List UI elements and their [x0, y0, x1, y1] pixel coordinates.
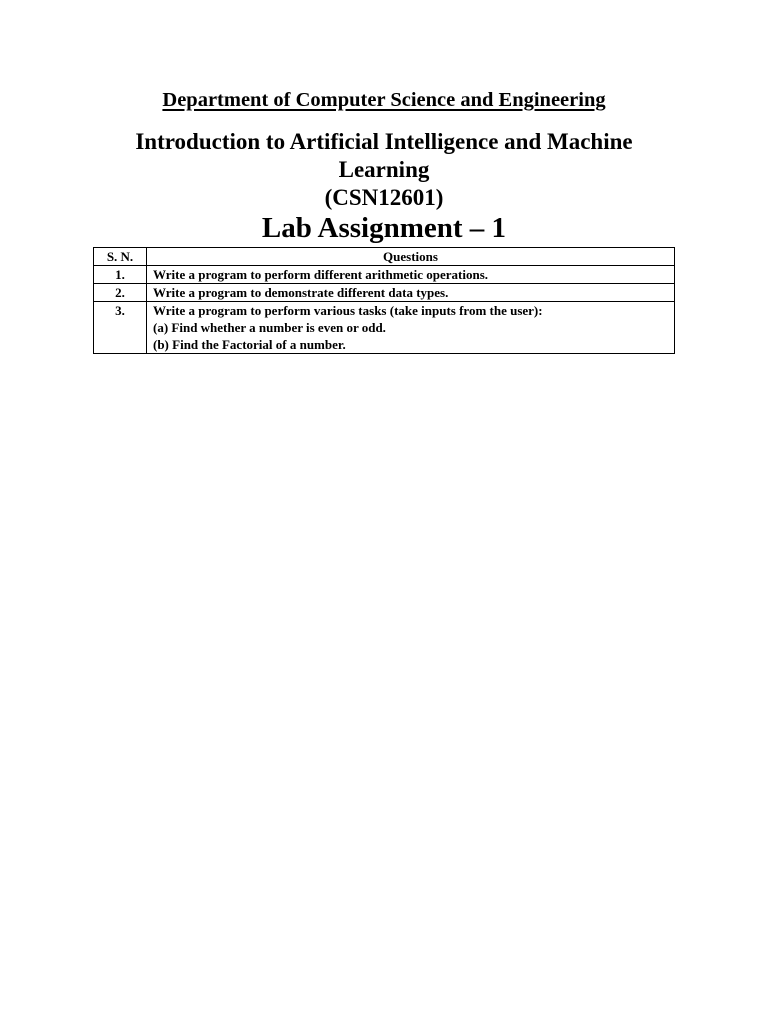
- serial-number: 1.: [94, 266, 147, 284]
- table-row: [94, 302, 675, 354]
- assignment-title: Lab Assignment – 1: [261, 212, 507, 244]
- header-questions: Questions: [147, 248, 675, 266]
- course-code: (CSN12601): [324, 185, 444, 210]
- sub-question-a: (a) Find whether a number is even or odd.: [153, 320, 386, 335]
- serial-number: 2.: [94, 284, 147, 302]
- question-text: Write a program to perform various tasks (take inputs from the user):: [153, 303, 543, 318]
- table-header-row: [94, 248, 675, 266]
- table-row: [94, 284, 675, 302]
- question-cell: [147, 284, 675, 302]
- table-row: [94, 266, 675, 284]
- question-text: Write a program to perform different arithmetic operations.: [153, 267, 489, 282]
- course-title: Introduction to Artificial Intelligence and Machine Learning: [135, 129, 633, 182]
- question-text: Write a program to demonstrate different data types.: [153, 285, 449, 300]
- question-cell: [147, 266, 675, 284]
- header-serial-number: S. N.: [94, 248, 147, 266]
- question-cell: [147, 302, 675, 354]
- sub-question-b: (b) Find the Factorial of a number.: [153, 337, 346, 352]
- serial-number: 3.: [94, 302, 147, 354]
- questions-table: [93, 247, 675, 354]
- department-heading: Department of Computer Science and Engineering: [162, 89, 606, 111]
